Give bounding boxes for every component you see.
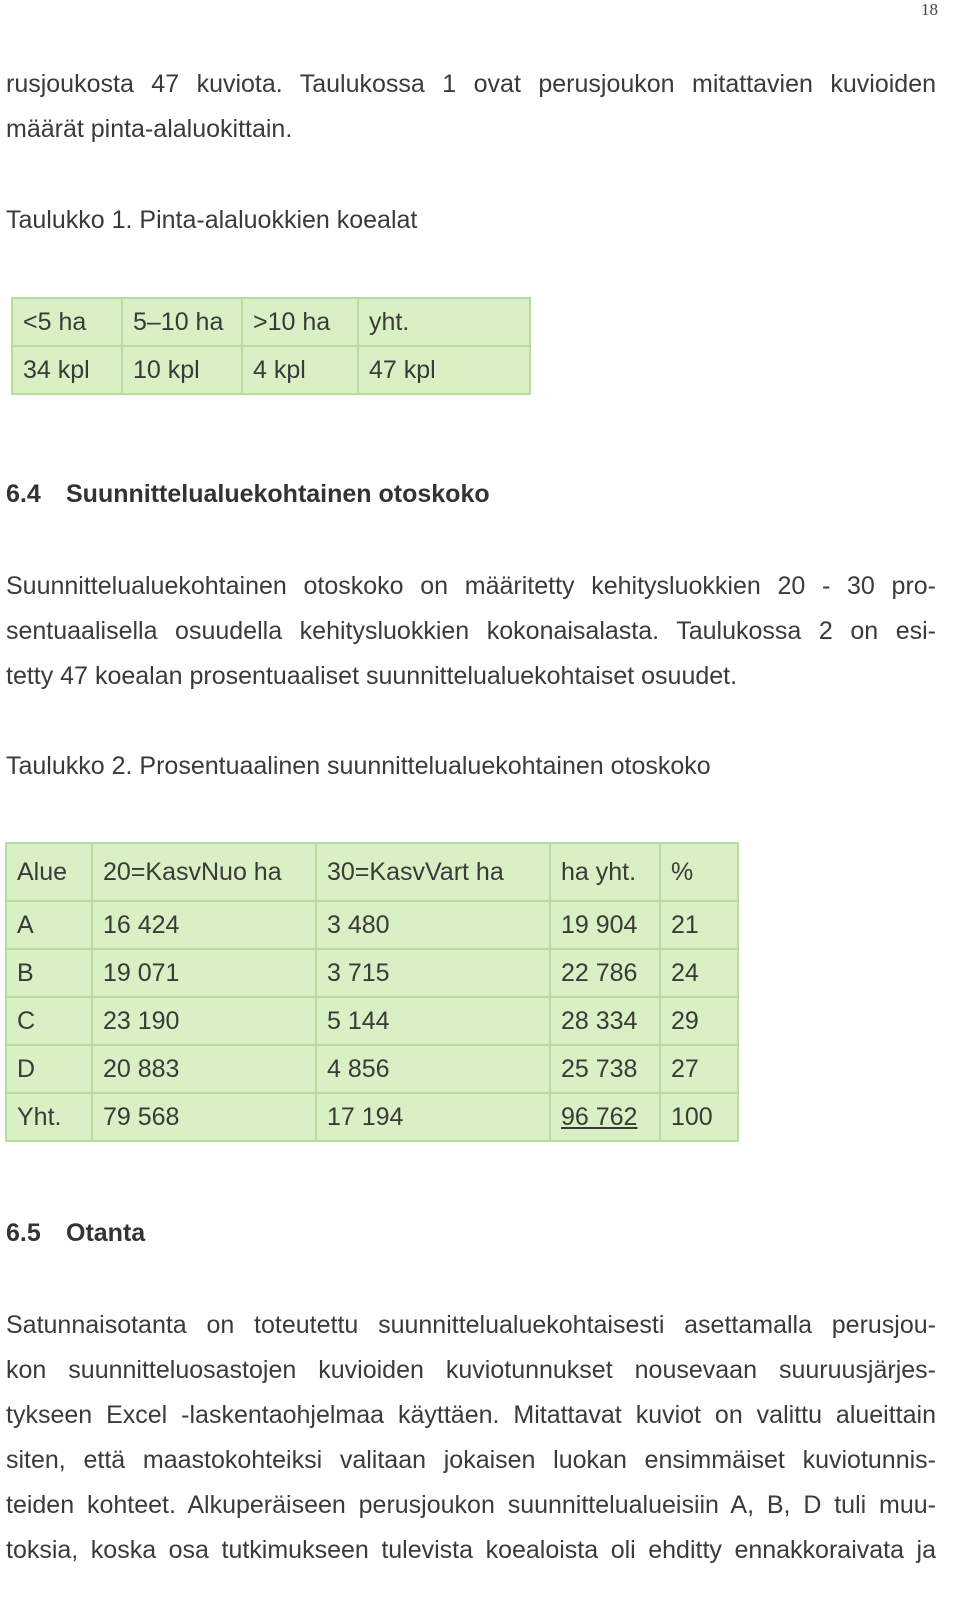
table-cell: 21 <box>660 901 738 949</box>
table-header-row <box>12 298 530 346</box>
table-header-cell: 30=KasvVart ha <box>316 843 550 901</box>
section-6-5-heading <box>6 1219 145 1248</box>
table-cell: 100 <box>660 1093 738 1141</box>
section-number: 6.4 <box>6 480 41 508</box>
table-cell: 34 kpl <box>12 346 122 394</box>
table-cell: 20 883 <box>92 1045 316 1093</box>
text-line: kon suunnitteluosastojen kuvioiden kuviotunnukset nousevaan suuruusjärjes- <box>6 1356 936 1384</box>
text-line: toksia, koska osa tutkimukseen tulevista koealoista oli ehditty ennakkoraivata ja <box>6 1536 936 1564</box>
table-cell: 22 786 <box>550 949 660 997</box>
text-line: Suunnittelualuekohtainen otoskoko on määritetty kehitysluokkien 20 - 30 pro- <box>6 572 936 600</box>
table-row <box>12 346 530 394</box>
section-6-4-heading <box>6 480 490 509</box>
table-cell: 4 856 <box>316 1045 550 1093</box>
text-line: tetty 47 koealan prosentuaaliset suunnittelualuekohtaiset osuudet. <box>6 662 738 690</box>
table-cell: 25 738 <box>550 1045 660 1093</box>
table-row <box>6 901 738 949</box>
text-line: sentuaalisella osuudella kehitysluokkien kokonaisalasta. Taulukossa 2 on esi- <box>6 617 936 645</box>
table-cell: 16 424 <box>92 901 316 949</box>
table-header-cell: % <box>660 843 738 901</box>
table-cell: 17 194 <box>316 1093 550 1141</box>
table-cell: 3 715 <box>316 949 550 997</box>
table2-caption: Taulukko 2. Prosentuaalinen suunnittelualuekohtainen otoskoko <box>6 752 711 780</box>
table-cell: 5 144 <box>316 997 550 1045</box>
table-cell: C <box>6 997 92 1045</box>
table-header-cell: <5 ha <box>12 298 122 346</box>
table-header-cell: >10 ha <box>242 298 358 346</box>
table-cell: 24 <box>660 949 738 997</box>
table-cell: 28 334 <box>550 997 660 1045</box>
table-cell: 19 904 <box>550 901 660 949</box>
section-6-5-paragraph <box>6 1303 936 1573</box>
section-6-4-paragraph <box>6 564 936 699</box>
table-total-row <box>6 1093 738 1141</box>
text-line: siten, että maastokohteiksi valitaan jokaisen luokan ensimmäiset kuviotunnis- <box>6 1446 936 1474</box>
text-line: rusjoukosta 47 kuviota. Taulukossa 1 ovat perusjoukon mitattavien kuvioiden <box>6 70 936 98</box>
table-cell: 47 kpl <box>358 346 530 394</box>
table-cell: 29 <box>660 997 738 1045</box>
table-row <box>6 949 738 997</box>
text-line: Satunnaisotanta on toteutettu suunnittelualuekohtaisesti asettamalla perusjou- <box>6 1311 936 1339</box>
table-cell: Yht. <box>6 1093 92 1141</box>
table2 <box>5 842 739 1142</box>
table-cell <box>550 1093 660 1141</box>
table-cell: A <box>6 901 92 949</box>
table-header-cell: ha yht. <box>550 843 660 901</box>
table-cell: D <box>6 1045 92 1093</box>
table-header-cell: Alue <box>6 843 92 901</box>
table-cell: 3 480 <box>316 901 550 949</box>
table1 <box>11 297 531 395</box>
text-line: määrät pinta-alaluokittain. <box>6 115 293 143</box>
section-title: Otanta <box>66 1219 146 1247</box>
table-cell: 4 kpl <box>242 346 358 394</box>
table-header-cell: 20=KasvNuo ha <box>92 843 316 901</box>
text-line: tykseen Excel -laskentaohjelmaa käyttäen. Mitattavat kuviot on valittu alueittain <box>6 1401 936 1429</box>
table-cell: 10 kpl <box>122 346 242 394</box>
table1-caption: Taulukko 1. Pinta-alaluokkien koealat <box>6 206 418 234</box>
intro-paragraph <box>6 62 936 152</box>
table-header-cell: yht. <box>358 298 530 346</box>
text-line: teiden kohteet. Alkuperäiseen perusjoukon suunnittelualueisiin A, B, D tuli muu- <box>6 1491 936 1519</box>
total-underlined-value: 96 762 <box>561 1102 638 1131</box>
table-row <box>6 997 738 1045</box>
section-number: 6.5 <box>6 1219 41 1247</box>
table-header-row <box>6 843 738 901</box>
table-cell: 27 <box>660 1045 738 1093</box>
table-cell: 19 071 <box>92 949 316 997</box>
table-cell: B <box>6 949 92 997</box>
table-cell: 23 190 <box>92 997 316 1045</box>
table-row <box>6 1045 738 1093</box>
table-cell: 79 568 <box>92 1093 316 1141</box>
table-header-cell: 5–10 ha <box>122 298 242 346</box>
page-number: 18 <box>921 0 938 19</box>
section-title: Suunnittelualuekohtainen otoskoko <box>66 480 490 508</box>
